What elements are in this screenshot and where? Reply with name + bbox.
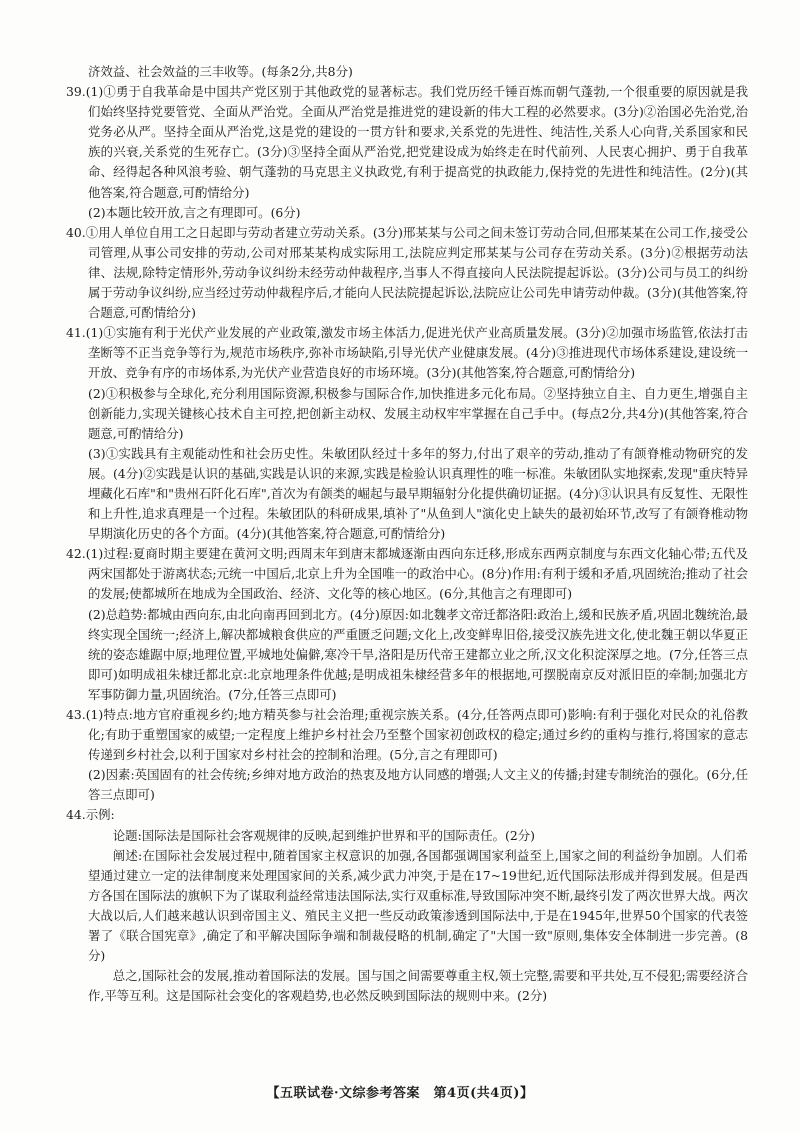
answer-41-part-3: (3)①实践具有主观能动性和社会历史性。朱敏团队经过十多年的努力,付出了艰辛的劳动,推动了有颌脊椎动物研究的发展。(4分)②实践是认识的基础,实践是认识的来源,实践是检验认识真理性的唯一标准。朱敏团队实地探索,发现"重庆特异埋藏化石库"和"贵州石阡化石库",首次为有颌类的崛起与最早期辐射分化提供确切证据。(4分)③认识具有反复性、无限性和上升性,追求真理是一个过程。朱敏团队的科研成果,填补了"从鱼到人"演化史上缺失的最初始环节,改写了有颌脊椎动物早期演化历史的各个方面。(4分)(其他答案,符合题意,可酌情给分) — [88, 445, 748, 542]
answer-38-tail: 济效益、社会效益的三丰收等。(每条2分,共8分) — [88, 64, 353, 79]
answer-42-part-2: (2)总趋势:都城由西向东,由北向南再回到北方。(4分)原因:如北魏孝文帝迁都洛阳:政治上,缓和民族矛盾,巩固北魏统治,最终实现全国统一;经济上,解决都城粮食供应的严重匮乏问题;文化上,改变鲜卑旧俗,接受汉族先进文化,使北魏王朝以华夏正统的姿态雄踞中原;地理位置,平城地处偏僻,寒冷干旱,洛阳是历代帝王建都立业之所,汉文化积淀深厚之地。(7分,任答三点即可)如明成祖朱棣迁都北京:北京地理条件优越;是明成祖朱棣经营多年的根据地,可摆脱南京反对派旧臣的牵制;加强北方军事防御力量,巩固统治。(7分,任答三点即可) — [88, 606, 748, 702]
answer-42-part-1: 42.(1)过程:夏商时期主要建在黄河文明;西周末年到唐末都城逐渐由西向东迁移,形成东西两京制度与东西文化轴心带;五代及两宋国都处于游离状态;元统一中国后,北京上升为全国唯一的政治中心。(8分)作用:有利于缓和矛盾,巩固统治;推动了社会的发展;使都城所在地成为全国政治、经济、文化等的核心地区。(6分,其他言之有理即可) — [66, 546, 748, 602]
answer-content — [66, 62, 748, 1006]
answer-39-part-1: 39.(1)①勇于自我革命是中国共产党区别于其他政党的显著标志。我们党历经千锤百炼而朝气蓬勃,一个很重要的原因就是我们始终坚持党要管党、全面从严治党。全面从严治党是推进党的建设新的伟大工程的必然要求。(3分)②治国必先治党,治党务必从严。坚持全面从严治党,这是党的建设的一贯方针和要求,关系党的先进性、纯洁性,关系人心向背,关系国家和民族的兴衰,关系党的生死存亡。(3分)③坚持全面从严治党,把党建设成为始终走在时代前列、人民衷心拥护、勇于自我革命、经得起各种风浪考验、朝气蓬勃的马克思主义执政党,有利于提高党的执政能力,保持党的先进性和纯洁性。(2分)(其他答案,符合题意,可酌情给分) — [66, 84, 748, 200]
answer-44-thesis: 论题:国际法是国际社会客观规律的反映,起到维护世界和平的国际责任。(2分) — [112, 827, 535, 843]
answer-43-part-1: 43.(1)特点:地方官府重视乡约;地方精英参与社会治理;重视宗族关系。(4分,任答两点即可)影响:有利于强化对民众的礼俗教化;有助于重塑国家的威望;一定程度上维护乡村社会乃至整个国家初创政权的稳定;通过乡约的重构与推行,将国家的意志传递到乡村社会,以利于国家对乡村社会的控制和治理。(5分,言之有理即可) — [66, 707, 748, 763]
answer-44-heading: 44.示例: — [66, 807, 115, 823]
answer-41-part-1: 41.(1)①实施有利于光伏产业发展的产业政策,激发市场主体活力,促进光伏产业高质量发展。(3分)②加强市场监管,依法打击垄断等不正当竞争等行为,规范市场秩序,弥补市场缺陷,引导光伏产业健康发展。(4分)③推进现代市场体系建设,建设统一开放、竞争有序的市场体系,为光伏产业营造良好的市场环境。(3分)(其他答案,符合题意,可酌情给分) — [66, 325, 748, 381]
answer-39-part-2: (2)本题比较开放,言之有理即可。(6分) — [88, 204, 301, 220]
answer-40: 40.①用人单位自用工之日起即与劳动者建立劳动关系。(3分)邢某某与公司之间未签订劳动合同,但邢某某在公司工作,接受公司管理,从事公司安排的劳动,公司对邢某某构成实际用工,法院应判定邢某某与公司存在劳动关系。(3分)②根据劳动法律、法规,除特定情形外,劳动争议纠纷未经劳动仲裁程序,当事人不得直接向人民法院提起诉讼。(3分)公司与员工的纠纷属于劳动争议纠纷,应当经过劳动仲裁程序后,才能向人民法院提起诉讼,法院应让公司先申请劳动仲裁。(3分)(其他答案,符合题意,可酌情给分) — [66, 224, 748, 321]
answer-41-part-2: (2)①积极参与全球化,充分利用国际资源,积极参与国际合作,加快推进多元化布局。②坚持独立自主、自力更生,增强自主创新能力,实现关键核心技术自主可控,把创新主动权、发展主动权牢牢掌握在自己手中。(每点2分,共4分)(其他答案,符合题意,可酌情给分) — [88, 385, 748, 441]
answer-44-argument: 阐述:在国际社会发展过程中,随着国家主权意识的加强,各国都强调国家利益至上,国家之间的利益纷争加剧。人们希望通过建立一定的法律制度来处理国家间的关系,减少武力冲突,于是在17~19世纪,近代国际法形成并得到发展。但是西方各国在国际法的旗帜下为了谋取利益经常违法国际法,实行双重标准,导致国际冲突不断,最终引发了两次世界大战。两次大战以后,人们越来越认识到帝国主义、殖民主义把一些反动政策渗透到国际法中,于是在1945年,世界50个国家的代表签署了《联合国宪章》,确定了和平解决国际争端和制裁侵略的机制,确定了"大国一致"原则,集体安全体制进一步完善。(8分) — [88, 847, 748, 964]
answer-43-part-2: (2)因素:英国固有的社会传统;乡绅对地方政治的热衷及地方认同感的增强;人文主义的传播;封建专制统治的强化。(6分,任答三点即可) — [88, 767, 748, 803]
page-footer: 【五联试卷·文综参考答案 第4页(共4页)】 — [266, 1086, 534, 1101]
answer-44-conclusion: 总之,国际社会的发展,推动着国际法的发展。国与国之间需要尊重主权,领土完整,需要和平共处,互不侵犯;需要经济合作,平等互利。这是国际社会变化的客观趋势,也必然反映到国际法的规则中来。(2分) — [88, 968, 748, 1004]
